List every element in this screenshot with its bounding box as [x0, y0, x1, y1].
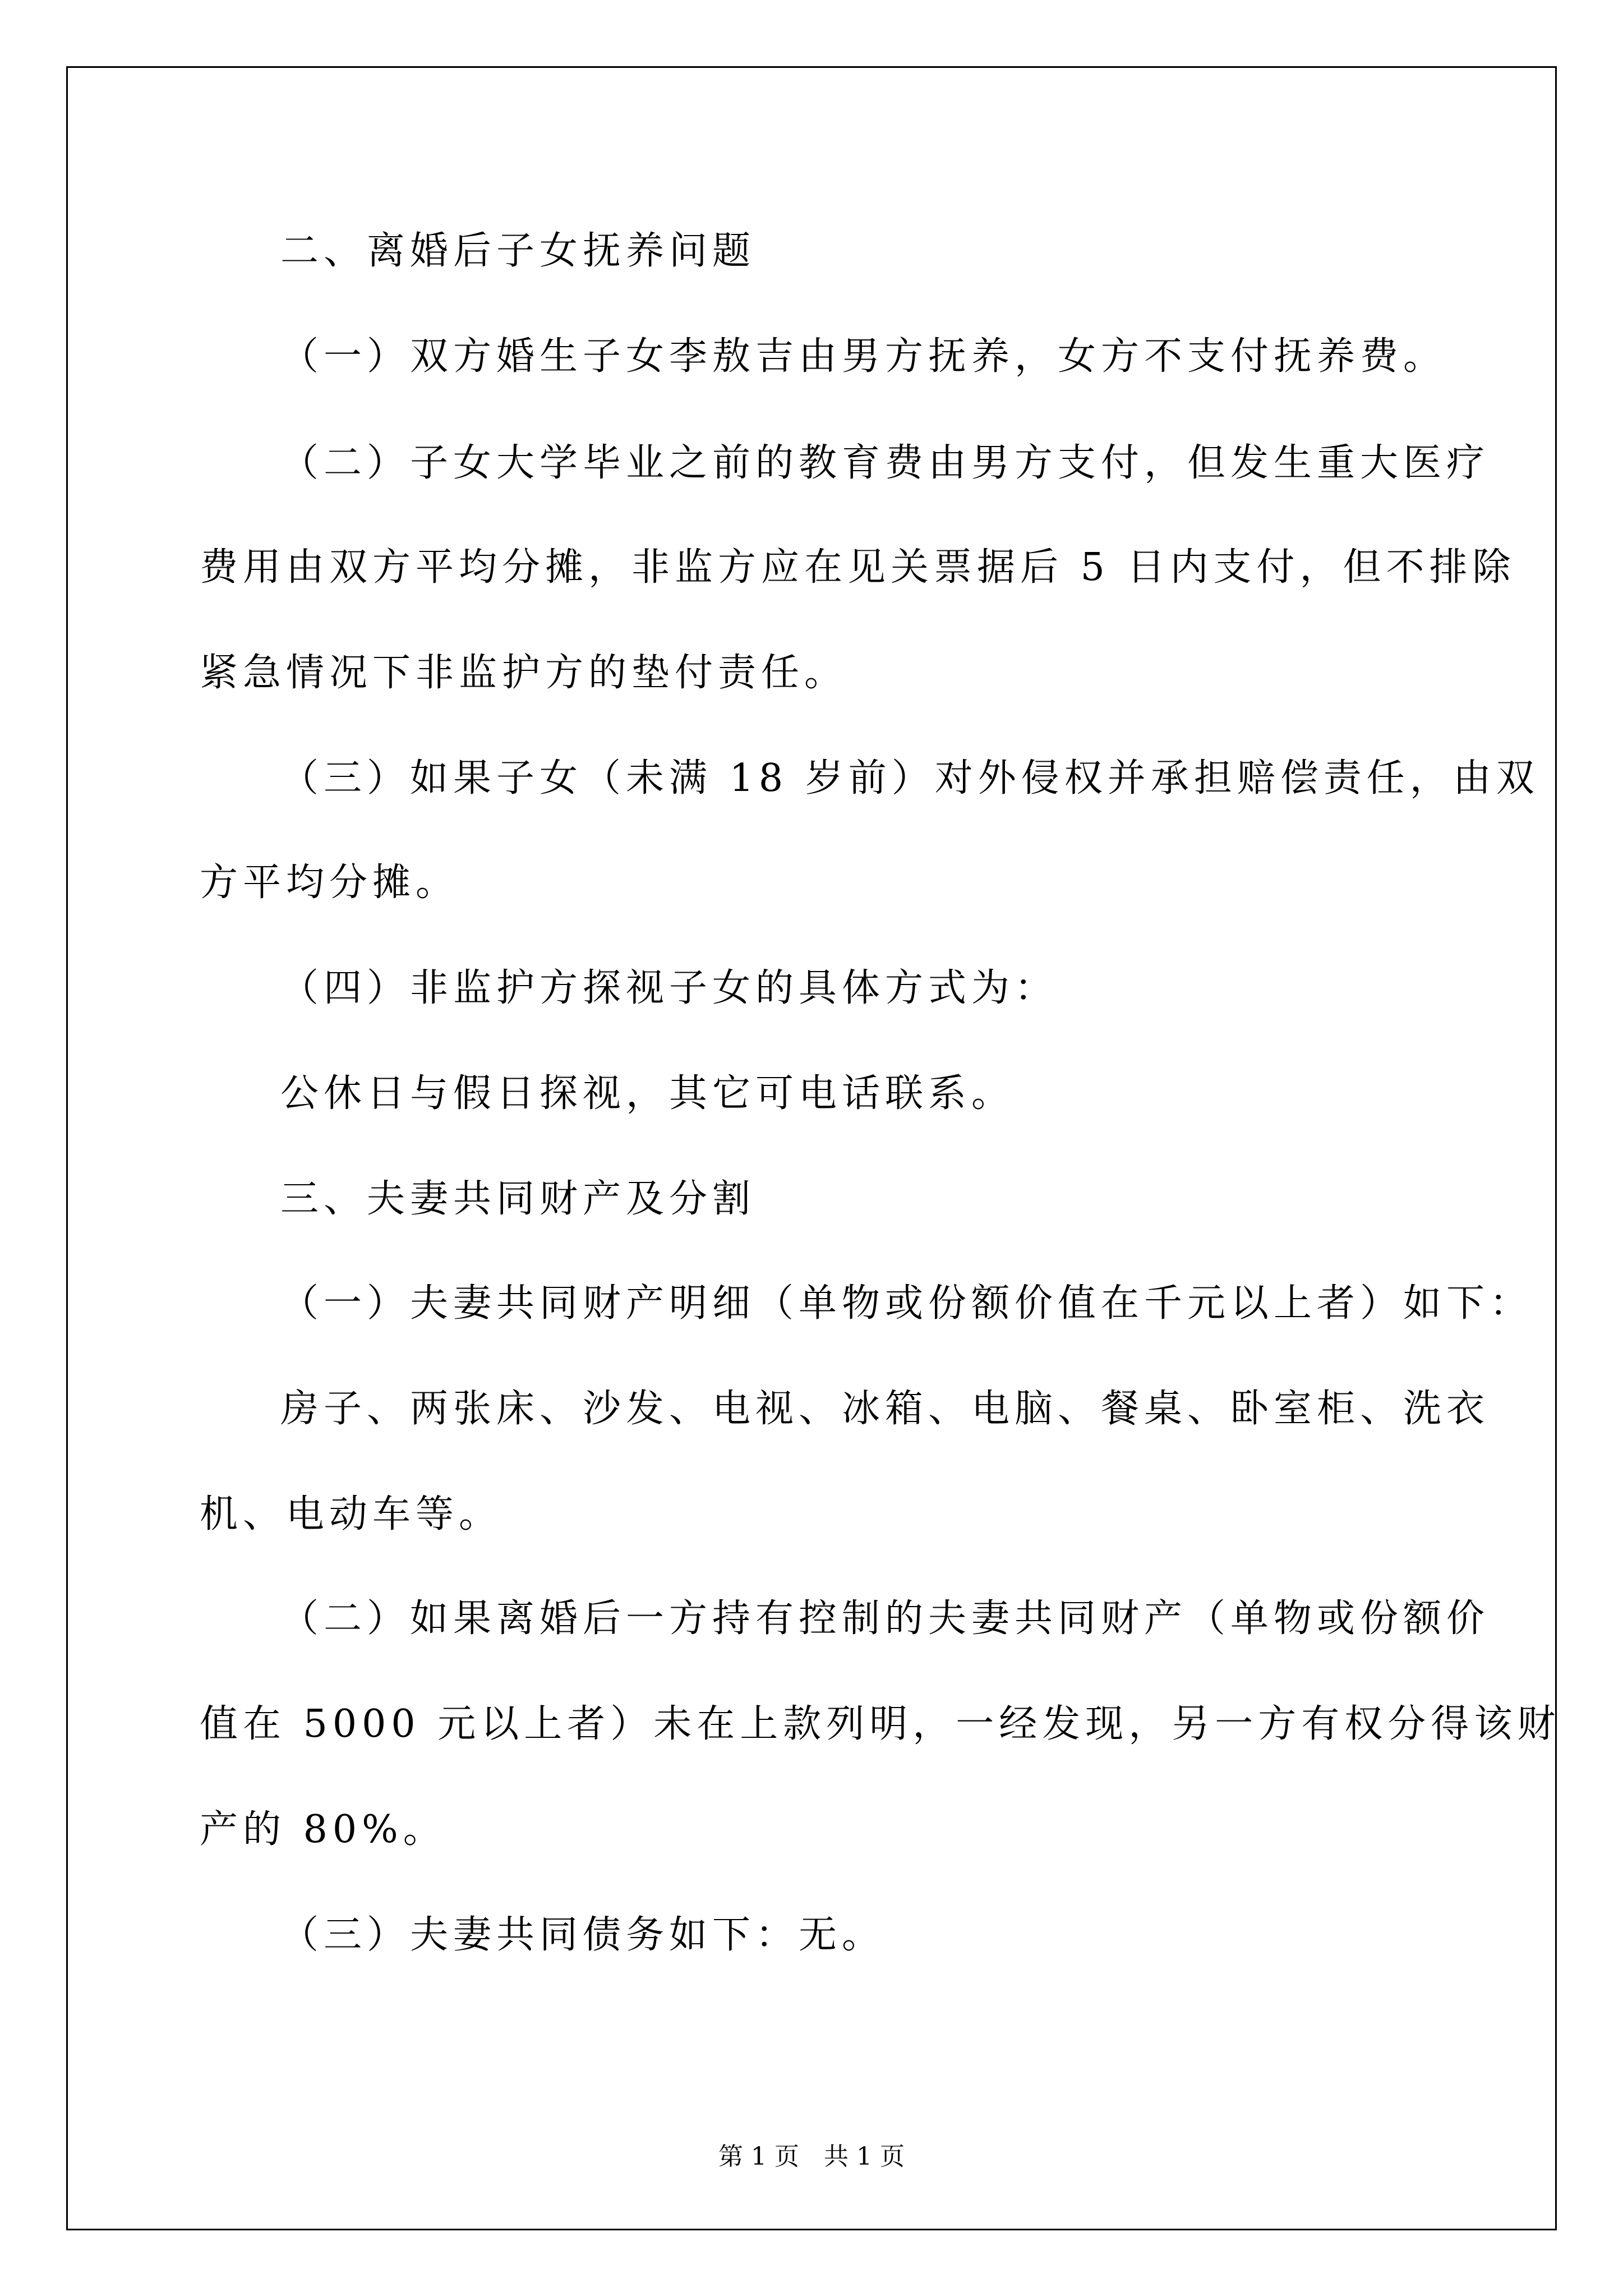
paragraph-line: 值在 5000 元以上者）未在上款列明，一经发现，另一方有权分得该财 — [200, 1702, 1561, 1746]
paragraph-line: 公休日与假日探视，其它可电话联系。 — [280, 1071, 1015, 1116]
paragraph-line: （三）夫妻共同债务如下：无。 — [280, 1913, 886, 1957]
paragraph-line: （一）夫妻共同财产明细（单物或份额价值在千元以上者）如下： — [280, 1281, 1533, 1326]
paragraph-line: （三）如果子女（未满 18 岁前）对外侵权并承担赔偿责任，由双 — [280, 756, 1539, 800]
paragraph-line: 房子、两张床、沙发、电视、冰箱、电脑、餐桌、卧室柜、洗衣 — [280, 1387, 1490, 1431]
paragraph-line: （二）子女大学毕业之前的教育费由男方支付，但发生重大医疗 — [280, 441, 1490, 485]
section-heading: 三、夫妻共同财产及分割 — [280, 1177, 756, 1221]
paragraph-line: 产的 80%。 — [200, 1807, 446, 1852]
page-border — [66, 66, 1557, 2230]
paragraph-line: （一）双方婚生子女李敖吉由男方抚养，女方不支付抚养费。 — [280, 334, 1447, 379]
section-heading: 二、离婚后子女抚养问题 — [280, 229, 756, 273]
paragraph-line: 方平均分摊。 — [200, 861, 459, 905]
paragraph-line: （二）如果离婚后一方持有控制的夫妻共同财产（单物或份额价 — [280, 1596, 1490, 1641]
paragraph-line: 费用由双方平均分摊，非监方应在见关票据后 5 日内支付，但不排除 — [200, 545, 1516, 590]
paragraph-line: 机、电动车等。 — [200, 1492, 502, 1536]
page-number: 第 1 页 共 1 页 — [718, 2142, 905, 2171]
paragraph-line: （四）非监护方探视子女的具体方式为： — [280, 966, 1058, 1010]
paragraph-line: 紧急情况下非监护方的垫付责任。 — [200, 651, 848, 695]
